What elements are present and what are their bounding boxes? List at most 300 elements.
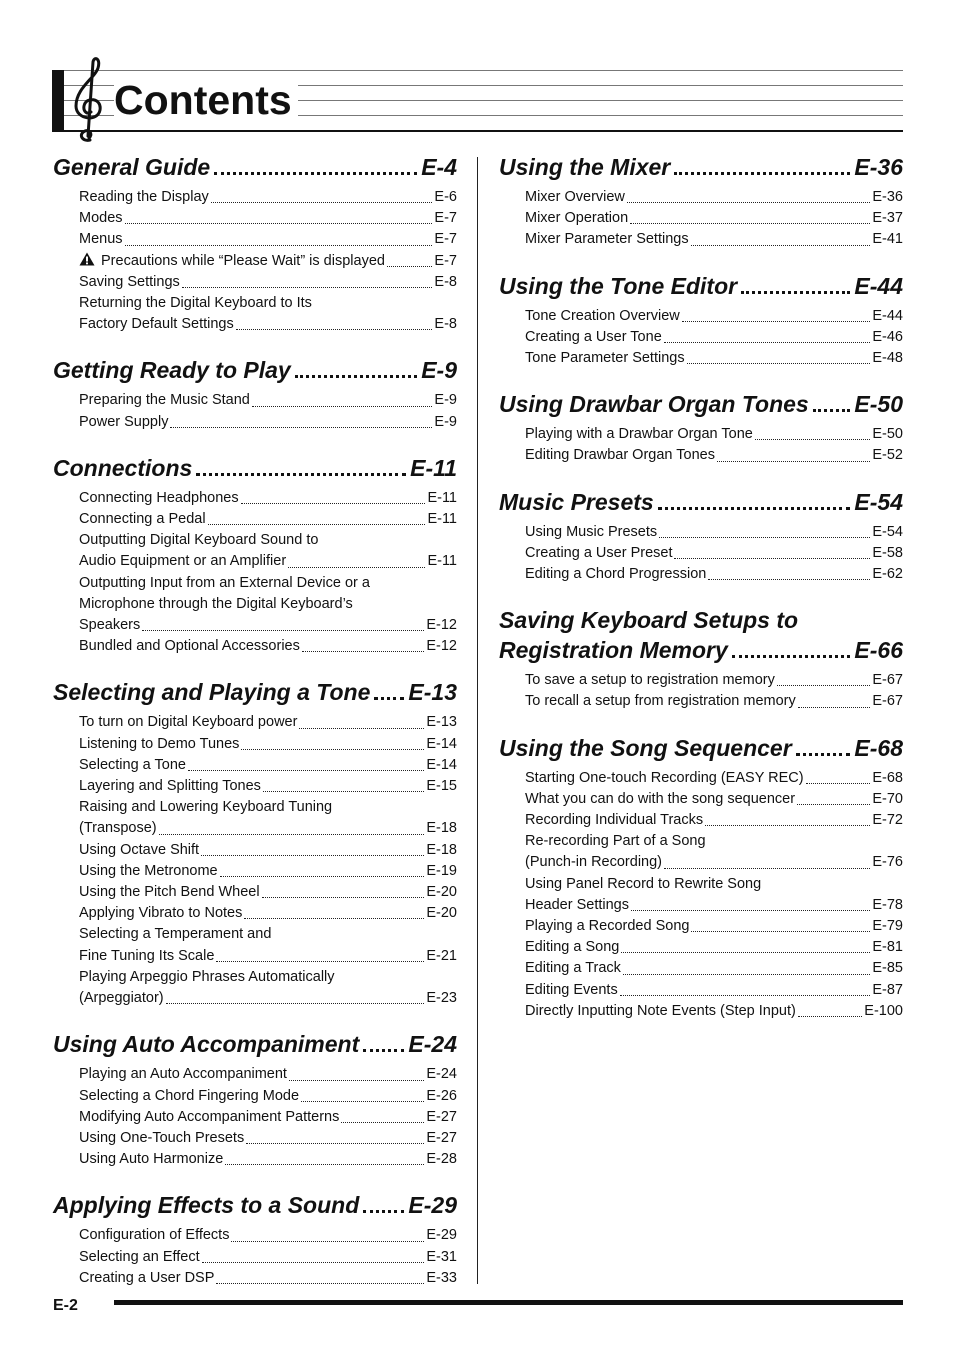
- toc-entry[interactable]: [79, 272, 457, 293]
- entry-label: Mixer Parameter Settings: [525, 231, 689, 248]
- entry-row: [79, 272, 457, 293]
- toc-entry[interactable]: [79, 712, 457, 733]
- dot-leader: [621, 952, 870, 953]
- entry-page-ref: E-20: [426, 884, 457, 901]
- entry-label: Mixer Overview: [525, 189, 625, 205]
- entry-page-ref: E-19: [426, 862, 457, 879]
- entry-label: (Transpose): [79, 820, 157, 837]
- toc-entry[interactable]: [525, 874, 903, 916]
- entry-row: [79, 636, 457, 657]
- entry-page-ref: E-62: [872, 566, 903, 583]
- toc-entry[interactable]: [79, 797, 457, 839]
- header-rule: [52, 130, 903, 132]
- entry-row: [525, 445, 903, 466]
- section-heading-text: Using Drawbar Organ Tones: [499, 391, 809, 418]
- dot-leader: [299, 728, 424, 729]
- entry-label: Speakers: [79, 617, 141, 634]
- section-page-ref: E-29: [408, 1192, 457, 1219]
- section-heading-text: Selecting and Playing a Tone: [53, 679, 371, 706]
- toc-section: [53, 1190, 457, 1289]
- section-heading[interactable]: [53, 1029, 457, 1059]
- entry-list: [53, 1225, 457, 1289]
- toc-entry[interactable]: [525, 187, 903, 208]
- entry-label: Mixer Operation: [525, 210, 629, 227]
- dot-leader: [288, 567, 425, 568]
- dot-leader: [659, 537, 870, 538]
- toc-section: [499, 605, 903, 712]
- entry-row: [79, 314, 457, 335]
- dot-leader: [755, 439, 871, 440]
- dot-leader: [170, 427, 432, 428]
- toc-entry[interactable]: [79, 293, 457, 335]
- toc-section: [499, 271, 903, 370]
- section-heading-line: Saving Keyboard Setups to: [499, 607, 799, 634]
- entry-label: Listening to Demo Tunes: [79, 735, 240, 752]
- entry-page-ref: E-20: [426, 905, 457, 922]
- entry-row: [79, 861, 457, 882]
- entry-label: Using the Pitch Bend Wheel: [79, 884, 260, 901]
- toc-entry[interactable]: [79, 1268, 457, 1289]
- entry-row: [79, 1086, 457, 1107]
- toc-entry[interactable]: [79, 776, 457, 797]
- entry-label-line: Outputting Input from an External Device or a: [79, 574, 370, 591]
- section-heading[interactable]: [499, 271, 903, 301]
- entry-label-line: Raising and Lowering Keyboard Tuning: [79, 799, 333, 816]
- entry-label: Editing a Song: [525, 939, 620, 956]
- entry-page-ref: E-12: [426, 638, 457, 655]
- entry-row: [79, 903, 457, 924]
- toc-section: [53, 1029, 457, 1170]
- dot-leader: [295, 375, 417, 378]
- entry-row: [525, 348, 903, 369]
- section-heading-text: Music Presets: [499, 488, 654, 515]
- toc-entry[interactable]: [79, 573, 457, 637]
- section-heading[interactable]: [499, 605, 903, 665]
- dot-leader: [216, 961, 424, 962]
- entry-row: [525, 789, 903, 810]
- section-page-ref: E-11: [410, 454, 457, 481]
- entry-list: [499, 187, 903, 251]
- entry-page-ref: E-76: [872, 854, 903, 871]
- dot-leader: [732, 655, 851, 658]
- section-page-ref: E-9: [421, 357, 457, 384]
- entry-page-ref: E-11: [427, 489, 457, 506]
- entry-row: [79, 1247, 457, 1268]
- entry-page-ref: E-27: [426, 1108, 457, 1125]
- entry-page-ref: E-24: [426, 1066, 457, 1083]
- entry-row: [525, 691, 903, 712]
- toc-entry[interactable]: [525, 789, 903, 810]
- entry-label-line: Selecting a Temperament and: [79, 926, 272, 943]
- toc-section: [499, 152, 903, 251]
- section-heading-text: General Guide: [53, 154, 211, 180]
- entry-label-line: Returning the Digital Keyboard to Its: [79, 295, 312, 312]
- entry-row: [79, 1064, 457, 1085]
- dot-leader: [188, 770, 424, 771]
- dot-leader: [374, 697, 404, 700]
- entry-label: Using Octave Shift: [79, 841, 200, 858]
- entry-row: [79, 988, 457, 1009]
- dot-leader: [777, 685, 871, 686]
- section-page-ref: E-50: [854, 391, 903, 418]
- toc-entry[interactable]: [79, 251, 457, 272]
- entry-label: Header Settings: [525, 896, 629, 913]
- dot-leader: [682, 321, 871, 322]
- toc-entry[interactable]: [79, 509, 457, 530]
- entry-label-line: Re-recording Part of a Song: [525, 833, 706, 850]
- entry-row: [525, 958, 903, 979]
- entry-label: Connecting a Pedal: [79, 511, 206, 528]
- entry-page-ref: E-41: [872, 231, 903, 248]
- entry-label: Precautions while “Please Wait” is displayed: [79, 251, 385, 272]
- section-heading-text: Connections: [53, 454, 193, 481]
- entry-row: [79, 488, 457, 509]
- dot-leader: [289, 1080, 424, 1081]
- toc-entry[interactable]: [79, 187, 457, 208]
- dot-leader: [630, 223, 870, 224]
- entry-list: [53, 1064, 457, 1170]
- dot-leader: [196, 473, 406, 476]
- section-heading[interactable]: [53, 355, 457, 385]
- section-page-ref: E-24: [408, 1031, 457, 1058]
- entry-row: [525, 229, 903, 250]
- entry-page-ref: E-23: [426, 990, 457, 1007]
- entry-row: [79, 1128, 457, 1149]
- entry-row: [79, 946, 457, 967]
- entry-row: [79, 734, 457, 755]
- section-page-ref: E-68: [854, 734, 903, 761]
- toc-section: [499, 487, 903, 586]
- entry-page-ref: E-37: [872, 210, 903, 227]
- entry-page-ref: E-27: [426, 1129, 457, 1146]
- entry-label: Editing Drawbar Organ Tones: [525, 447, 715, 464]
- entry-row: [79, 1149, 457, 1170]
- entry-page-ref: E-14: [426, 756, 457, 773]
- section-heading[interactable]: [53, 1190, 457, 1220]
- entry-label: Playing a Recorded Song: [525, 918, 690, 935]
- toc-entry[interactable]: [79, 840, 457, 861]
- toc-entry[interactable]: [79, 755, 457, 776]
- entry-row: [525, 768, 903, 789]
- dot-leader: [387, 266, 432, 267]
- entry-label: Configuration of Effects: [79, 1227, 230, 1244]
- entry-label: What you can do with the song sequencer: [525, 790, 796, 807]
- entry-row: [79, 818, 457, 839]
- entry-page-ref: E-68: [872, 769, 903, 786]
- dot-leader: [708, 579, 870, 580]
- entry-row: [525, 208, 903, 229]
- toc-entry[interactable]: [525, 691, 903, 712]
- dot-leader: [705, 825, 870, 826]
- entry-label: Selecting a Chord Fingering Mode: [79, 1087, 300, 1104]
- entry-list: [499, 424, 903, 466]
- toc-entry[interactable]: [79, 903, 457, 924]
- entry-page-ref: E-8: [434, 316, 457, 333]
- section-page-ref: E-13: [408, 679, 457, 706]
- section-heading-text: Applying Effects to a Sound: [53, 1192, 360, 1219]
- entry-label: Connecting Headphones: [79, 489, 239, 506]
- dot-leader: [142, 630, 424, 631]
- entry-label: Saving Settings: [79, 273, 180, 290]
- dot-leader: [664, 868, 870, 869]
- entry-row: [79, 1268, 457, 1289]
- dot-leader: [166, 1003, 425, 1004]
- entry-page-ref: E-67: [872, 693, 903, 710]
- toc-entry[interactable]: [79, 229, 457, 250]
- entry-row: [79, 615, 457, 636]
- toc-entry[interactable]: [79, 734, 457, 755]
- entry-page-ref: E-6: [434, 189, 457, 205]
- section-heading[interactable]: [53, 152, 457, 182]
- dot-leader: [225, 1164, 424, 1165]
- entry-page-ref: E-9: [434, 413, 457, 430]
- toc-entry[interactable]: [79, 967, 457, 1009]
- dot-leader: [798, 707, 871, 708]
- entry-row: [525, 306, 903, 327]
- section-heading-text: Using Auto Accompaniment: [53, 1031, 360, 1058]
- entry-label: Creating a User Tone: [525, 328, 662, 345]
- dot-leader: [631, 910, 870, 911]
- section-page-ref: E-54: [854, 488, 903, 515]
- entry-page-ref: E-29: [426, 1227, 457, 1244]
- dot-leader: [813, 409, 851, 412]
- section-heading[interactable]: [499, 487, 903, 517]
- toc-entry[interactable]: [525, 564, 903, 585]
- toc-entry[interactable]: [79, 636, 457, 657]
- entry-page-ref: E-50: [872, 426, 903, 443]
- entry-row: [525, 424, 903, 445]
- toc-entry[interactable]: [525, 831, 903, 873]
- column-divider: [477, 157, 478, 1284]
- dot-leader: [341, 1122, 424, 1123]
- entry-row: [79, 412, 457, 433]
- entry-row: [79, 712, 457, 733]
- toc-entry[interactable]: [525, 937, 903, 958]
- entry-page-ref: E-70: [872, 790, 903, 807]
- section-heading-text: Using the Tone Editor: [499, 272, 738, 299]
- entry-page-ref: E-52: [872, 447, 903, 464]
- dot-leader: [674, 558, 870, 559]
- entry-label: Selecting a Tone: [79, 756, 186, 773]
- toc-entry[interactable]: [525, 670, 903, 691]
- entry-label: Using the Metronome: [79, 862, 218, 879]
- dot-leader: [658, 507, 851, 510]
- toc-entry[interactable]: [79, 208, 457, 229]
- toc-entry[interactable]: [79, 530, 457, 572]
- entry-label: (Punch-in Recording): [525, 854, 663, 871]
- entry-label: To save a setup to registration memory: [525, 672, 775, 689]
- entry-label: Menus: [79, 231, 123, 248]
- entry-row: [525, 187, 903, 208]
- toc-entry[interactable]: [79, 1247, 457, 1268]
- entry-label: Applying Vibrato to Notes: [79, 905, 243, 922]
- entry-label: Using Music Presets: [525, 523, 658, 540]
- toc-entry[interactable]: [525, 810, 903, 831]
- dot-leader: [620, 995, 871, 996]
- dot-leader: [798, 1016, 862, 1017]
- entry-page-ref: E-67: [872, 672, 903, 689]
- toc-section: [53, 355, 457, 432]
- entry-row: [79, 1107, 457, 1128]
- toc-entry[interactable]: [525, 327, 903, 348]
- entry-page-ref: E-7: [434, 210, 457, 227]
- warning-icon: [79, 252, 95, 266]
- toc-entry[interactable]: [525, 522, 903, 543]
- section-heading[interactable]: [53, 453, 457, 483]
- entry-list: [53, 187, 457, 335]
- section-heading-line: [499, 635, 903, 665]
- dot-leader: [301, 1101, 424, 1102]
- entry-label: Creating a User DSP: [79, 1269, 215, 1286]
- entry-label-line: Using Panel Record to Rewrite Song: [525, 875, 762, 892]
- entry-row: [525, 1001, 903, 1022]
- entry-row: [525, 564, 903, 585]
- toc-entry[interactable]: [525, 424, 903, 445]
- toc-entry[interactable]: [525, 958, 903, 979]
- entry-label: Fine Tuning Its Scale: [79, 947, 215, 964]
- entry-page-ref: E-81: [872, 939, 903, 956]
- toc-entry[interactable]: [79, 1064, 457, 1085]
- toc-entry[interactable]: [525, 208, 903, 229]
- section-heading[interactable]: [499, 152, 903, 182]
- entry-page-ref: E-18: [426, 820, 457, 837]
- toc-entry[interactable]: [79, 882, 457, 903]
- entry-page-ref: E-11: [427, 511, 457, 528]
- toc-entry[interactable]: [79, 861, 457, 882]
- dot-leader: [246, 1143, 424, 1144]
- entry-list: [499, 768, 903, 1022]
- dot-leader: [627, 202, 870, 203]
- entry-label-line: Playing Arpeggio Phrases Automatically: [79, 968, 335, 985]
- entry-list: [499, 306, 903, 370]
- toc-entry[interactable]: [79, 390, 457, 411]
- page-number: E-2: [53, 1297, 78, 1314]
- entry-label: (Arpeggiator): [79, 990, 164, 1007]
- entry-label: To recall a setup from registration memory: [525, 693, 796, 710]
- dot-leader: [244, 918, 424, 919]
- dot-leader: [241, 503, 426, 504]
- header-bar: [52, 70, 64, 132]
- dot-leader: [125, 223, 433, 224]
- entry-row: [525, 895, 903, 916]
- dot-leader: [363, 1049, 404, 1052]
- entry-page-ref: E-36: [872, 189, 903, 205]
- toc-entry[interactable]: [525, 543, 903, 564]
- entry-page-ref: E-46: [872, 328, 903, 345]
- entry-page-ref: E-85: [872, 960, 903, 977]
- section-heading-text: Getting Ready to Play: [53, 357, 291, 384]
- entry-label: Modifying Auto Accompaniment Patterns: [79, 1108, 340, 1125]
- toc-entry[interactable]: [79, 1225, 457, 1246]
- staff-line: [52, 70, 903, 71]
- entry-row: [525, 810, 903, 831]
- section-heading-text: Using the Mixer: [499, 154, 671, 180]
- dot-leader: [201, 855, 424, 856]
- toc-entry[interactable]: [525, 348, 903, 369]
- toc-entry[interactable]: [525, 445, 903, 466]
- entry-label-line: Outputting Digital Keyboard Sound to: [79, 532, 319, 549]
- toc-entry[interactable]: [79, 1107, 457, 1128]
- entry-page-ref: E-18: [426, 841, 457, 858]
- entry-list: [499, 522, 903, 586]
- dot-leader: [674, 172, 850, 175]
- entry-label-line: Microphone through the Digital Keyboard’s: [79, 595, 353, 612]
- entry-page-ref: E-100: [864, 1002, 903, 1019]
- toc-section: [53, 453, 457, 658]
- entry-page-ref: E-72: [872, 812, 903, 829]
- entry-row: [79, 229, 457, 250]
- toc-entry[interactable]: [525, 916, 903, 937]
- dot-leader: [236, 329, 433, 330]
- section-page-ref: E-36: [854, 154, 903, 180]
- section-heading[interactable]: [53, 677, 457, 707]
- entry-row: [79, 840, 457, 861]
- entry-label: Layering and Splitting Tones: [79, 778, 261, 795]
- entry-page-ref: E-15: [426, 778, 457, 795]
- section-page-ref: E-44: [854, 272, 903, 299]
- entry-row: [79, 251, 457, 272]
- entry-page-ref: E-9: [434, 392, 457, 409]
- entry-label: To turn on Digital Keyboard power: [79, 714, 298, 731]
- entry-row: [525, 916, 903, 937]
- entry-page-ref: E-58: [872, 544, 903, 561]
- entry-page-ref: E-33: [426, 1269, 457, 1286]
- section-heading[interactable]: [499, 733, 903, 763]
- toc-entry[interactable]: [79, 412, 457, 433]
- toc-entry[interactable]: [79, 924, 457, 966]
- entry-page-ref: E-44: [872, 307, 903, 324]
- contents-column-right: [499, 146, 903, 1042]
- toc-entry[interactable]: [525, 980, 903, 1001]
- dot-leader: [262, 897, 425, 898]
- entry-page-ref: E-28: [426, 1151, 457, 1168]
- entry-label: Recording Individual Tracks: [525, 812, 704, 829]
- entry-row: [525, 522, 903, 543]
- entry-page-ref: E-11: [427, 553, 457, 570]
- entry-row: [79, 208, 457, 229]
- entry-page-ref: E-78: [872, 896, 903, 913]
- dot-leader: [691, 931, 870, 932]
- toc-entry[interactable]: [79, 488, 457, 509]
- entry-label: Reading the Display: [79, 189, 209, 205]
- toc-entry[interactable]: [525, 1001, 903, 1022]
- entry-row: [525, 852, 903, 873]
- entry-row: [79, 551, 457, 572]
- entry-label: Preparing the Music Stand: [79, 392, 250, 409]
- toc-entry[interactable]: [79, 1149, 457, 1170]
- toc-section: [53, 152, 457, 335]
- toc-entry[interactable]: [79, 1086, 457, 1107]
- entry-list: [499, 670, 903, 712]
- dot-leader: [231, 1241, 424, 1242]
- dot-leader: [220, 876, 425, 877]
- entry-list: [53, 390, 457, 432]
- toc-entry[interactable]: [525, 306, 903, 327]
- toc-entry[interactable]: [525, 768, 903, 789]
- entry-page-ref: E-31: [426, 1248, 457, 1265]
- entry-label: Using Auto Harmonize: [79, 1151, 224, 1168]
- entry-label: Power Supply: [79, 413, 169, 430]
- dot-leader: [796, 753, 851, 756]
- dot-leader: [211, 202, 433, 203]
- entry-page-ref: E-13: [426, 714, 457, 731]
- dot-leader: [214, 172, 417, 175]
- toc-entry[interactable]: [525, 229, 903, 250]
- entry-page-ref: E-87: [872, 981, 903, 998]
- section-heading[interactable]: [499, 389, 903, 419]
- toc-entry[interactable]: [79, 1128, 457, 1149]
- toc-section: [499, 733, 903, 1022]
